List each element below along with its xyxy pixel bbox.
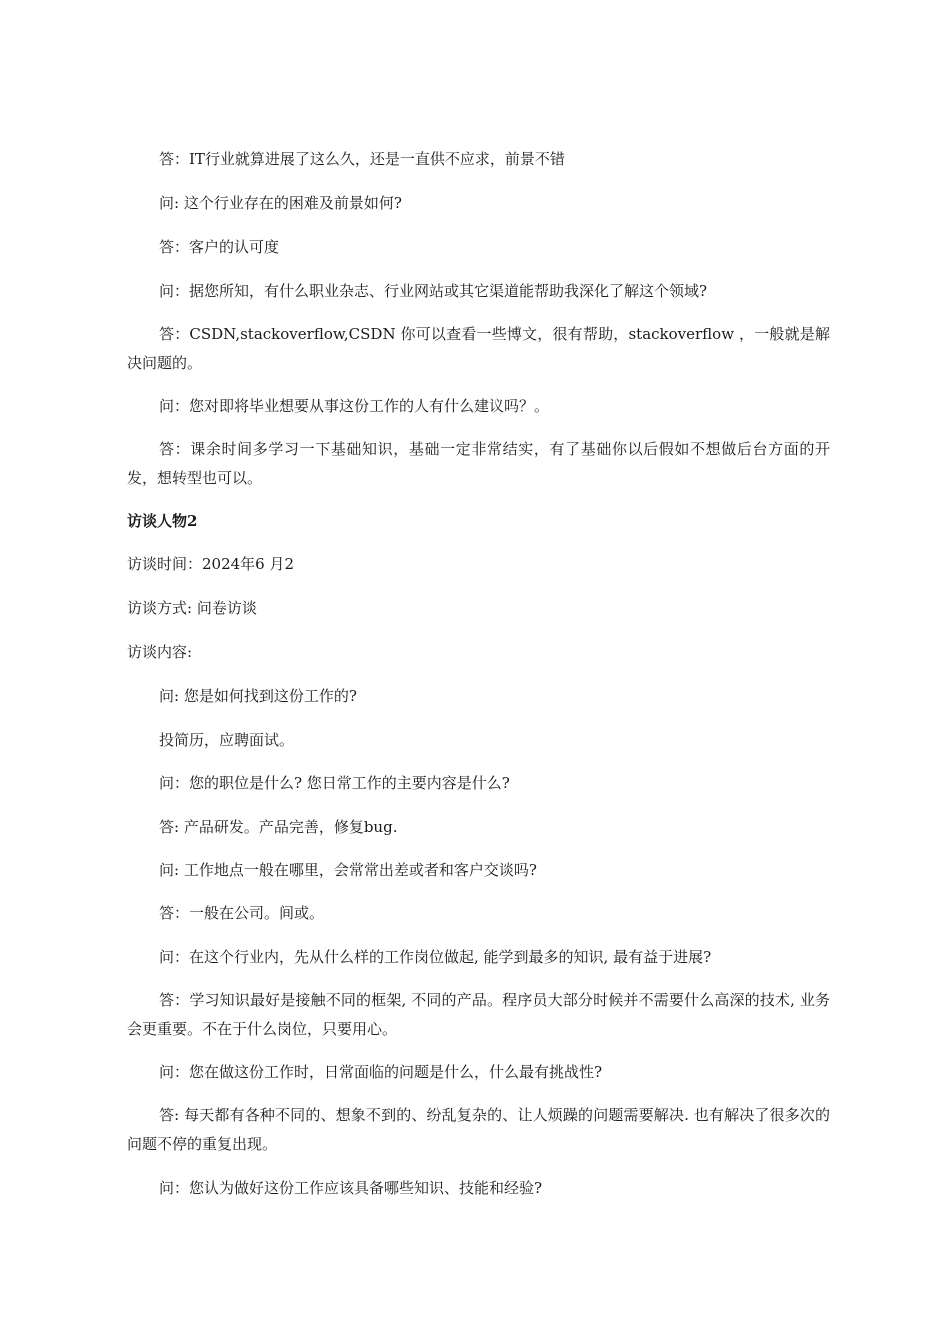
question-position: 问：您的职位是什么? 您日常工作的主要内容是什么? — [159, 774, 510, 792]
answer-find-job: 投简历，应聘面试。 — [159, 731, 295, 749]
answer-challenges: 答: 每天都有各种不同的、想象不到的、纷乱复杂的、让人烦躁的问题需要解决. 也有解决了很多次的问题不停的重复出现。 — [127, 1106, 830, 1153]
answer-location: 答：一般在公司。间或。 — [159, 904, 325, 922]
question-skills: 问：您认为做好这份工作应该具备哪些知识、技能和经验? — [159, 1179, 543, 1197]
answer-starting-post: 答：学习知识最好是接触不同的框架, 不同的产品。程序员大部分时候并不需要什么高深的技术, 业务会更重要。不在于什么岗位，只要用心。 — [127, 991, 830, 1038]
interview-method: 访谈方式: 问卷访谈 — [127, 599, 257, 617]
answer-position: 答: 产品研发。产品完善，修复bug. — [159, 818, 398, 836]
interview-content-label: 访谈内容: — [127, 643, 193, 661]
answer-customer-recognition: 答：客户的认可度 — [159, 238, 280, 256]
question-resources: 问：据您所知，有什么职业杂志、行业网站或其它渠道能帮助我深化了解这个领域? — [159, 282, 708, 300]
interviewee2-heading: 访谈人物2 — [127, 512, 198, 530]
answer-advice: 答：课余时间多学习一下基础知识，基础一定非常结实，有了基础你以后假如不想做后台方面的开发，想转型也可以。 — [127, 440, 830, 487]
question-find-job: 问: 您是如何找到这份工作的? — [159, 687, 357, 705]
question-challenges: 问：您在做这份工作时，日常面临的问题是什么，什么最有挑战性? — [159, 1063, 603, 1081]
question-starting-post: 问：在这个行业内，先从什么样的工作岗位做起, 能学到最多的知识, 最有益于进展? — [159, 948, 712, 966]
question-difficulties: 问: 这个行业存在的困难及前景如何? — [159, 194, 402, 212]
answer-industry-outlook: 答：IT行业就算进展了这么久，还是一直供不应求，前景不错 — [159, 150, 565, 168]
interview-time: 访谈时间：2024年6 月2 — [127, 555, 295, 573]
answer-resources: 答：CSDN,stackoverflow,CSDN 你可以查看一些博文，很有帮助，stackoverflow ，一般就是解决问题的。 — [127, 325, 830, 372]
question-advice: 问：您对即将毕业想要从事这份工作的人有什么建议吗？。 — [159, 397, 550, 415]
question-location: 问: 工作地点一般在哪里，会常常出差或者和客户交谈吗? — [159, 861, 537, 879]
